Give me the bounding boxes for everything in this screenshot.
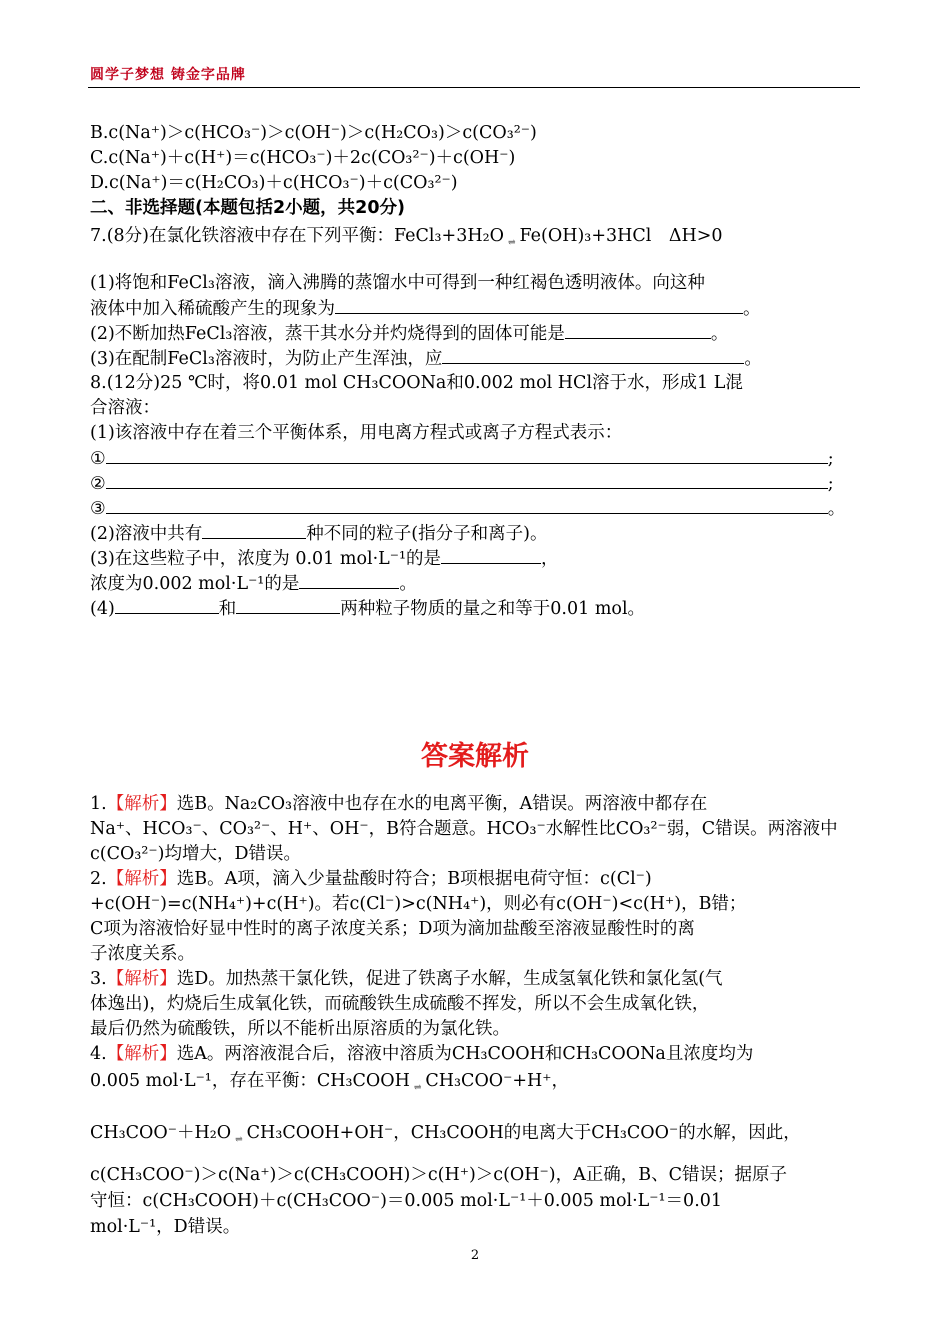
answer-blank[interactable] [441,547,541,564]
answer-blank[interactable] [106,497,828,514]
circle-number: ② [90,474,106,494]
analysis-tag: 【解析】 [106,794,177,814]
answer-blank[interactable] [202,522,306,539]
q7-stem-left: 7.(8分)在氯化铁溶液中存在下列平衡：FeCl₃+3H₂O [90,226,504,246]
answer-text: 0.005 mol·L⁻¹，存在平衡：CH₃COOH [90,1071,410,1091]
option-b: B.c(Na⁺)＞c(HCO₃⁻)＞c(OH⁻)＞c(H₂CO₃)＞c(CO₃²⁻) [90,123,537,143]
q8-stem-line1: 8.(12分)25 ℃时，将0.01 mol CH₃COONa和0.002 mol HCl溶于水，形成1 L混 [90,373,743,393]
q7-part3-text: (3)在配制FeCl₃溶液时，为防止产生浑浊，应 [90,349,443,369]
q7-part1-line1: (1)将饱和FeCl₃溶液，滴入沸腾的蒸馏水中可得到一种红褐色透明液体。向这种 [90,273,705,293]
circle-number: ① [90,449,106,469]
answers-title: 答案解析 [421,741,529,772]
answer-1-line3: c(CO₃²⁻)均增大，D错误。 [90,844,301,864]
q8-part2-left: (2)溶液中共有 [90,524,203,544]
answer-2-line2: +c(OH⁻)=c(NH₄⁺)+c(H⁺)。若c(Cl⁻)>c(NH₄⁺)，则必有c(OH⁻)<c(H⁺)，B错； [90,894,747,914]
answer-3-line3: 最后仍然为硫酸铁，所以不能析出原溶质的为氯化铁。 [90,1019,510,1039]
punct: 。 [743,299,761,319]
answer-num: 3. [90,969,107,989]
q8-part2 [90,522,547,545]
answer-2-line3: C项为溶液恰好显中性时的离子浓度关系；D项为滴加盐酸至溶液显酸性时的离 [90,919,695,939]
answer-4-line6: mol·L⁻¹，D错误。 [90,1217,241,1237]
answer-text: 选A。两溶液混合后，溶液中溶质为CH₃COOH和CH₃COONa且浓度均为 [176,1044,754,1064]
q8-part2-right: 种不同的粒子(指分子和离子)。 [306,524,548,544]
q8-blank-1 [90,447,834,470]
answer-text: 选B。A项，滴入少量盐酸时符合；B项根据电荷守恒：c(Cl⁻) [176,869,652,889]
q8-part4-right: 两种粒子物质的量之和等于0.01 mol。 [340,599,646,619]
punct: 。 [827,499,846,519]
answer-blank[interactable] [236,597,340,614]
q7-part2 [90,322,728,345]
analysis-tag: 【解析】 [106,869,177,889]
punct: ; [827,449,834,469]
answer-num: 1. [90,794,107,814]
q7-part2-text: (2)不断加热FeCl₃溶液，蒸干其水分并灼烧得到的固体可能是 [90,324,565,344]
answer-2-line4: 子浓度关系。 [90,944,195,964]
q8-part4-label: (4) [90,599,115,619]
header-rule [88,87,860,88]
q7-stem-right: Fe(OH)₃+3HCl ΔH>0 [519,226,723,246]
equilibrium-arrow: ⇌ [413,1083,422,1093]
answer-blank[interactable] [106,472,828,489]
punct: 。 [744,349,762,369]
option-c: C.c(Na⁺)＋c(H⁺)＝c(HCO₃⁻)＋2c(CO₃²⁻)＋c(OH⁻) [90,148,516,168]
equilibrium-arrow: ⇌ [507,238,516,248]
answer-3-line2: 体逸出)，灼烧后生成氧化铁，而硫酸铁生成硫酸不挥发，所以不会生成氧化铁， [90,994,710,1014]
q8-part3 [90,547,559,570]
answer-3-line1 [90,968,723,990]
answer-2-line1 [90,868,652,890]
q8-blank-3 [90,497,845,520]
q8-blank-2 [90,472,834,495]
answer-text: 选B。Na₂CO₃溶液中也存在水的电离平衡，A错误。两溶液中都存在 [176,794,708,814]
circle-number: ③ [90,499,106,519]
q8-stem-line2: 合溶液： [90,398,160,418]
answer-blank[interactable] [106,447,828,464]
punct: ; [827,474,834,494]
answer-blank[interactable] [442,347,744,364]
answer-blank[interactable] [565,322,711,339]
answer-text: CH₃COO⁻＋H₂O [90,1123,232,1143]
punct: 。 [399,574,417,594]
q8-part1: (1)该溶液中存在着三个平衡体系，用电离方程式或离子方程式表示： [90,423,623,443]
page-number: 2 [470,1248,480,1263]
answer-num: 2. [90,869,107,889]
answer-4-line2 [90,1070,569,1092]
answer-blank[interactable] [299,572,399,589]
punct: ， [541,549,559,569]
answer-4-line3 [90,1122,801,1144]
q7-part1-line2 [90,297,761,320]
header-slogan: 圆学子梦想 铸金字品牌 [90,67,246,83]
punct: 。 [710,324,729,344]
q7-part3 [90,347,762,370]
section-heading: 二、非选择题(本题包括2小题，共20分) [90,198,406,218]
answer-blank[interactable] [115,597,219,614]
answer-4-line1 [90,1043,753,1065]
answer-blank[interactable] [335,297,743,314]
answer-text: 选D。加热蒸干氯化铁，促进了铁离子水解，生成氢氧化铁和氯化氢(气 [176,969,723,989]
q8-part3-text: (3)在这些粒子中，浓度为 0.01 mol·L⁻¹的是 [90,549,442,569]
answer-text: CH₃COOH+OH⁻，CH₃COOH的电离大于CH₃COO⁻的水解，因此， [246,1123,801,1143]
answer-1-line2: Na⁺、HCO₃⁻、CO₃²⁻、H⁺、OH⁻，B符合题意。HCO₃⁻水解性比CO₃²⁻弱，C错误。两溶液中 [90,819,838,839]
answer-num: 4. [90,1044,107,1064]
q8-part3-text2: 浓度为0.002 mol·L⁻¹的是 [90,574,300,594]
q8-part4-and: 和 [218,599,237,619]
q8-part3-line2 [90,572,417,595]
answer-text: CH₃COO⁻+H⁺， [425,1071,570,1091]
q7-stem [90,225,723,247]
analysis-tag: 【解析】 [106,969,177,989]
answer-4-line4: c(CH₃COO⁻)＞c(Na⁺)＞c(CH₃COOH)＞c(H⁺)＞c(OH⁻)，A正确，B、C错误；据原子 [90,1165,787,1185]
answer-4-line5: 守恒：c(CH₃COOH)＋c(CH₃COO⁻)＝0.005 mol·L⁻¹＋0.005 mol·L⁻¹＝0.01 [90,1191,723,1211]
equilibrium-arrow: ⇌ [235,1135,243,1145]
q7-part1-text: 液体中加入稀硫酸产生的现象为 [90,299,335,319]
option-d: D.c(Na⁺)＝c(H₂CO₃)＋c(HCO₃⁻)＋c(CO₃²⁻) [90,173,458,193]
q8-part4 [90,597,645,620]
answer-1-line1 [90,793,707,815]
analysis-tag: 【解析】 [106,1044,177,1064]
